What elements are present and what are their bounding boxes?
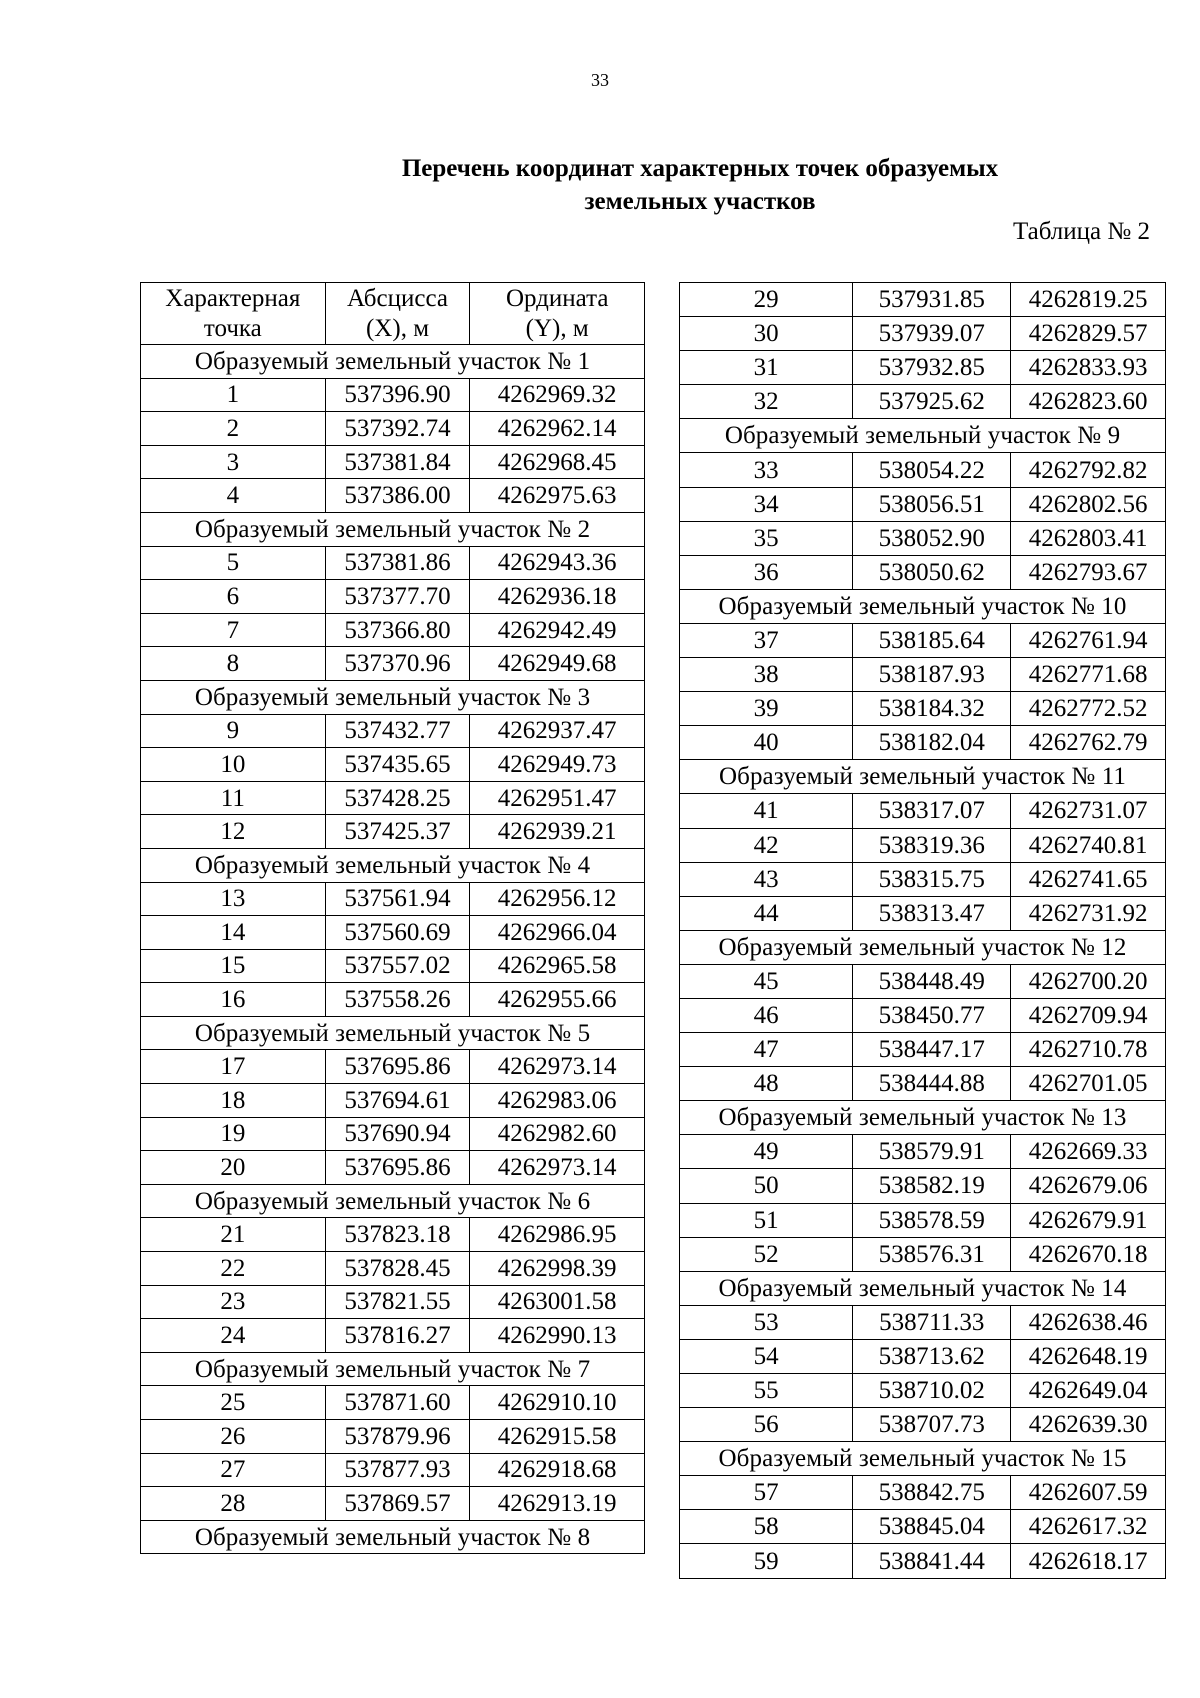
abscissa-cell: 537694.61	[325, 1084, 470, 1118]
ordinate-cell: 4262617.32	[1011, 1510, 1166, 1544]
ordinate-cell: 4262833.93	[1011, 351, 1166, 385]
section-row	[680, 760, 1166, 794]
abscissa-cell: 538317.07	[853, 794, 1011, 828]
table-row	[141, 613, 645, 647]
table-row	[141, 1218, 645, 1252]
ordinate-cell: 4263001.58	[470, 1285, 645, 1319]
ordinate-cell: 4262973.14	[470, 1050, 645, 1084]
section-title: Образуемый земельный участок № 4	[141, 848, 645, 882]
abscissa-cell: 537428.25	[325, 781, 470, 815]
ordinate-cell: 4262639.30	[1011, 1408, 1166, 1442]
point-cell: 48	[680, 1067, 853, 1101]
section-title: Образуемый земельный участок № 6	[141, 1184, 645, 1218]
table-row	[680, 283, 1166, 317]
abscissa-cell: 538185.64	[853, 623, 1011, 657]
abscissa-cell: 538578.59	[853, 1203, 1011, 1237]
table-row	[141, 1151, 645, 1185]
table-row	[141, 1453, 645, 1487]
ordinate-cell: 4262913.19	[470, 1487, 645, 1521]
section-row	[141, 512, 645, 546]
point-cell: 39	[680, 692, 853, 726]
ordinate-cell: 4262829.57	[1011, 317, 1166, 351]
point-cell: 51	[680, 1203, 853, 1237]
ordinate-cell: 4262741.65	[1011, 862, 1166, 896]
abscissa-cell: 537392.74	[325, 412, 470, 446]
section-row	[141, 1520, 645, 1554]
ordinate-cell: 4262700.20	[1011, 964, 1166, 998]
point-cell: 41	[680, 794, 853, 828]
table-row	[680, 623, 1166, 657]
table-row	[141, 1386, 645, 1420]
abscissa-cell: 538713.62	[853, 1339, 1011, 1373]
point-cell: 22	[141, 1252, 326, 1286]
header-ordinate-line-1: Ордината	[505, 284, 609, 312]
table-row	[680, 828, 1166, 862]
point-cell: 30	[680, 317, 853, 351]
abscissa-cell: 537821.55	[325, 1285, 470, 1319]
ordinate-cell: 4262669.33	[1011, 1135, 1166, 1169]
point-cell: 27	[141, 1453, 326, 1487]
header-abscissa-line-1: Абсцисса	[347, 284, 448, 312]
header-ordinate	[470, 283, 645, 345]
table-row	[680, 794, 1166, 828]
point-cell: 10	[141, 748, 326, 782]
section-row	[141, 680, 645, 714]
section-title: Образуемый земельный участок № 13	[680, 1101, 1166, 1135]
abscissa-cell: 538842.75	[853, 1476, 1011, 1510]
point-cell: 28	[141, 1487, 326, 1521]
table-row	[680, 1408, 1166, 1442]
coordinates-table-left	[140, 282, 645, 1554]
point-cell: 29	[680, 283, 853, 317]
abscissa-cell: 538187.93	[853, 658, 1011, 692]
section-title: Образуемый земельный участок № 5	[141, 1016, 645, 1050]
ordinate-cell: 4262710.78	[1011, 1033, 1166, 1067]
section-row	[680, 589, 1166, 623]
ordinate-cell: 4262949.73	[470, 748, 645, 782]
abscissa-cell: 538184.32	[853, 692, 1011, 726]
table-row	[141, 1117, 645, 1151]
table-row	[680, 998, 1166, 1032]
coordinates-table-right-body	[680, 283, 1166, 1579]
section-row	[141, 1352, 645, 1386]
abscissa-cell: 537435.65	[325, 748, 470, 782]
section-title: Образуемый земельный участок № 2	[141, 512, 645, 546]
table-row	[141, 949, 645, 983]
point-cell: 19	[141, 1117, 326, 1151]
table-row	[141, 1420, 645, 1454]
point-cell: 32	[680, 385, 853, 419]
abscissa-cell: 538319.36	[853, 828, 1011, 862]
ordinate-cell: 4262910.10	[470, 1386, 645, 1420]
point-cell: 26	[141, 1420, 326, 1454]
point-cell: 43	[680, 862, 853, 896]
abscissa-cell: 537879.96	[325, 1420, 470, 1454]
table-row	[680, 862, 1166, 896]
point-cell: 12	[141, 815, 326, 849]
abscissa-cell: 538841.44	[853, 1544, 1011, 1578]
table-header-row	[141, 283, 645, 345]
ordinate-cell: 4262762.79	[1011, 726, 1166, 760]
abscissa-cell: 538710.02	[853, 1374, 1011, 1408]
ordinate-cell: 4262942.49	[470, 613, 645, 647]
ordinate-cell: 4262802.56	[1011, 487, 1166, 521]
abscissa-cell: 537925.62	[853, 385, 1011, 419]
page-number: 33	[591, 70, 609, 90]
abscissa-cell: 538052.90	[853, 521, 1011, 555]
ordinate-cell: 4262962.14	[470, 412, 645, 446]
table-row	[141, 748, 645, 782]
abscissa-cell: 538711.33	[853, 1305, 1011, 1339]
title-line-1: Перечень координат характерных точек образуемых	[401, 155, 999, 182]
ordinate-cell: 4262638.46	[1011, 1305, 1166, 1339]
point-cell: 42	[680, 828, 853, 862]
abscissa-cell: 538182.04	[853, 726, 1011, 760]
ordinate-cell: 4262649.04	[1011, 1374, 1166, 1408]
ordinate-cell: 4262956.12	[470, 882, 645, 916]
table-row	[141, 983, 645, 1017]
abscissa-cell: 538315.75	[853, 862, 1011, 896]
table-row	[680, 1203, 1166, 1237]
table-row	[680, 1374, 1166, 1408]
ordinate-cell: 4262966.04	[470, 916, 645, 950]
table-row	[680, 658, 1166, 692]
ordinate-cell: 4262701.05	[1011, 1067, 1166, 1101]
table-row	[680, 1067, 1166, 1101]
point-cell: 37	[680, 623, 853, 657]
table-row	[141, 647, 645, 681]
ordinate-cell: 4262740.81	[1011, 828, 1166, 862]
title-line-2: земельных участков	[584, 188, 816, 215]
abscissa-cell: 537370.96	[325, 647, 470, 681]
section-row	[680, 419, 1166, 453]
point-cell: 53	[680, 1305, 853, 1339]
point-cell: 8	[141, 647, 326, 681]
ordinate-cell: 4262731.92	[1011, 896, 1166, 930]
point-cell: 3	[141, 445, 326, 479]
ordinate-cell: 4262939.21	[470, 815, 645, 849]
abscissa-cell: 537561.94	[325, 882, 470, 916]
ordinate-cell: 4262975.63	[470, 479, 645, 513]
abscissa-cell: 537366.80	[325, 613, 470, 647]
table-row	[141, 1285, 645, 1319]
abscissa-cell: 537381.86	[325, 546, 470, 580]
table-row	[680, 692, 1166, 726]
ordinate-cell: 4262918.68	[470, 1453, 645, 1487]
point-cell: 57	[680, 1476, 853, 1510]
section-row	[680, 1101, 1166, 1135]
table-row	[141, 714, 645, 748]
header-point-line-1: Характерная	[165, 284, 301, 312]
header-ordinate-line-2: (Y), м	[525, 314, 589, 342]
point-cell: 45	[680, 964, 853, 998]
ordinate-cell: 4262998.39	[470, 1252, 645, 1286]
point-cell: 16	[141, 983, 326, 1017]
point-cell: 35	[680, 521, 853, 555]
point-cell: 31	[680, 351, 853, 385]
section-row	[141, 345, 645, 379]
table-row	[680, 555, 1166, 589]
table-row	[680, 1135, 1166, 1169]
point-cell: 49	[680, 1135, 853, 1169]
table-row	[141, 815, 645, 849]
point-cell: 5	[141, 546, 326, 580]
table-row	[141, 1487, 645, 1521]
section-title: Образуемый земельный участок № 1	[141, 345, 645, 379]
ordinate-cell: 4262915.58	[470, 1420, 645, 1454]
ordinate-cell: 4262943.36	[470, 546, 645, 580]
point-cell: 17	[141, 1050, 326, 1084]
section-title: Образуемый земельный участок № 12	[680, 930, 1166, 964]
abscissa-cell: 537690.94	[325, 1117, 470, 1151]
point-cell: 23	[141, 1285, 326, 1319]
point-cell: 18	[141, 1084, 326, 1118]
table-row	[680, 964, 1166, 998]
section-row	[141, 848, 645, 882]
ordinate-cell: 4262949.68	[470, 647, 645, 681]
abscissa-cell: 538707.73	[853, 1408, 1011, 1442]
ordinate-cell: 4262648.19	[1011, 1339, 1166, 1373]
table-row	[141, 479, 645, 513]
abscissa-cell: 537560.69	[325, 916, 470, 950]
abscissa-cell: 537695.86	[325, 1050, 470, 1084]
abscissa-cell: 537871.60	[325, 1386, 470, 1420]
point-cell: 9	[141, 714, 326, 748]
point-cell: 33	[680, 453, 853, 487]
abscissa-cell: 537425.37	[325, 815, 470, 849]
abscissa-cell: 537932.85	[853, 351, 1011, 385]
point-cell: 24	[141, 1319, 326, 1353]
page-title	[355, 152, 1045, 218]
table-row	[680, 453, 1166, 487]
abscissa-cell: 537558.26	[325, 983, 470, 1017]
ordinate-cell: 4262990.13	[470, 1319, 645, 1353]
section-title: Образуемый земельный участок № 10	[680, 589, 1166, 623]
ordinate-cell: 4262819.25	[1011, 283, 1166, 317]
point-cell: 40	[680, 726, 853, 760]
header-abscissa	[325, 283, 470, 345]
table-label: Таблица № 2	[1012, 218, 1150, 245]
abscissa-cell: 537823.18	[325, 1218, 470, 1252]
table-row	[141, 378, 645, 412]
point-cell: 54	[680, 1339, 853, 1373]
point-cell: 52	[680, 1237, 853, 1271]
point-cell: 34	[680, 487, 853, 521]
abscissa-cell: 538444.88	[853, 1067, 1011, 1101]
abscissa-cell: 538050.62	[853, 555, 1011, 589]
point-cell: 15	[141, 949, 326, 983]
ordinate-cell: 4262982.60	[470, 1117, 645, 1151]
point-cell: 50	[680, 1169, 853, 1203]
abscissa-cell: 538056.51	[853, 487, 1011, 521]
point-cell: 59	[680, 1544, 853, 1578]
ordinate-cell: 4262771.68	[1011, 658, 1166, 692]
header-point-line-2: точка	[203, 314, 262, 342]
abscissa-cell: 538447.17	[853, 1033, 1011, 1067]
point-cell: 46	[680, 998, 853, 1032]
section-title: Образуемый земельный участок № 9	[680, 419, 1166, 453]
section-row	[680, 1271, 1166, 1305]
coordinates-table-left-body	[141, 283, 645, 1554]
point-cell: 14	[141, 916, 326, 950]
abscissa-cell: 538582.19	[853, 1169, 1011, 1203]
ordinate-cell: 4262679.06	[1011, 1169, 1166, 1203]
ordinate-cell: 4262709.94	[1011, 998, 1166, 1032]
abscissa-cell: 537931.85	[853, 283, 1011, 317]
ordinate-cell: 4262965.58	[470, 949, 645, 983]
point-cell: 44	[680, 896, 853, 930]
table-row	[141, 916, 645, 950]
abscissa-cell: 537939.07	[853, 317, 1011, 351]
point-cell: 25	[141, 1386, 326, 1420]
point-cell: 7	[141, 613, 326, 647]
abscissa-cell: 537432.77	[325, 714, 470, 748]
ordinate-cell: 4262968.45	[470, 445, 645, 479]
table-row	[680, 1339, 1166, 1373]
table-row	[680, 1476, 1166, 1510]
table-row	[141, 1319, 645, 1353]
ordinate-cell: 4262803.41	[1011, 521, 1166, 555]
table-row	[141, 445, 645, 479]
point-cell: 20	[141, 1151, 326, 1185]
abscissa-cell: 537869.57	[325, 1487, 470, 1521]
section-title: Образуемый земельный участок № 8	[141, 1520, 645, 1554]
point-cell: 11	[141, 781, 326, 815]
point-cell: 36	[680, 555, 853, 589]
ordinate-cell: 4262951.47	[470, 781, 645, 815]
point-cell: 21	[141, 1218, 326, 1252]
section-row	[680, 1442, 1166, 1476]
section-title: Образуемый земельный участок № 15	[680, 1442, 1166, 1476]
ordinate-cell: 4262986.95	[470, 1218, 645, 1252]
table-row	[680, 1237, 1166, 1271]
ordinate-cell: 4262679.91	[1011, 1203, 1166, 1237]
table-row	[141, 546, 645, 580]
abscissa-cell: 537828.45	[325, 1252, 470, 1286]
table-row	[680, 317, 1166, 351]
abscissa-cell: 538845.04	[853, 1510, 1011, 1544]
table-row	[141, 1050, 645, 1084]
abscissa-cell: 537386.00	[325, 479, 470, 513]
table-row	[680, 896, 1166, 930]
table-row	[680, 1544, 1166, 1578]
ordinate-cell: 4262670.18	[1011, 1237, 1166, 1271]
table-row	[141, 781, 645, 815]
point-cell: 2	[141, 412, 326, 446]
point-cell: 6	[141, 580, 326, 614]
point-cell: 4	[141, 479, 326, 513]
ordinate-cell: 4262618.17	[1011, 1544, 1166, 1578]
point-cell: 56	[680, 1408, 853, 1442]
abscissa-cell: 537557.02	[325, 949, 470, 983]
ordinate-cell: 4262792.82	[1011, 453, 1166, 487]
abscissa-cell: 537396.90	[325, 378, 470, 412]
abscissa-cell: 537381.84	[325, 445, 470, 479]
ordinate-cell: 4262607.59	[1011, 1476, 1166, 1510]
table-row	[680, 351, 1166, 385]
table-row	[141, 580, 645, 614]
section-title: Образуемый земельный участок № 14	[680, 1271, 1166, 1305]
section-row	[141, 1184, 645, 1218]
point-cell: 47	[680, 1033, 853, 1067]
point-cell: 13	[141, 882, 326, 916]
header-abscissa-line-2: (X), м	[365, 314, 430, 342]
section-row	[141, 1016, 645, 1050]
point-cell: 55	[680, 1374, 853, 1408]
ordinate-cell: 4262936.18	[470, 580, 645, 614]
point-cell: 58	[680, 1510, 853, 1544]
ordinate-cell: 4262823.60	[1011, 385, 1166, 419]
ordinate-cell: 4262969.32	[470, 378, 645, 412]
ordinate-cell: 4262772.52	[1011, 692, 1166, 726]
abscissa-cell: 538313.47	[853, 896, 1011, 930]
table-row	[141, 1252, 645, 1286]
abscissa-cell: 537877.93	[325, 1453, 470, 1487]
abscissa-cell: 538576.31	[853, 1237, 1011, 1271]
abscissa-cell: 537377.70	[325, 580, 470, 614]
abscissa-cell: 537816.27	[325, 1319, 470, 1353]
section-title: Образуемый земельный участок № 3	[141, 680, 645, 714]
table-row	[680, 521, 1166, 555]
section-title: Образуемый земельный участок № 11	[680, 760, 1166, 794]
abscissa-cell: 537695.86	[325, 1151, 470, 1185]
section-row	[680, 930, 1166, 964]
section-title: Образуемый земельный участок № 7	[141, 1352, 645, 1386]
table-row	[680, 1033, 1166, 1067]
header-point	[141, 283, 326, 345]
table-row	[680, 726, 1166, 760]
ordinate-cell: 4262793.67	[1011, 555, 1166, 589]
ordinate-cell: 4262983.06	[470, 1084, 645, 1118]
ordinate-cell: 4262731.07	[1011, 794, 1166, 828]
table-row	[141, 882, 645, 916]
table-row	[680, 1305, 1166, 1339]
abscissa-cell: 538450.77	[853, 998, 1011, 1032]
point-cell: 38	[680, 658, 853, 692]
table-row	[680, 1169, 1166, 1203]
coordinates-table-right	[679, 282, 1166, 1579]
table-row	[141, 1084, 645, 1118]
ordinate-cell: 4262937.47	[470, 714, 645, 748]
ordinate-cell: 4262973.14	[470, 1151, 645, 1185]
ordinate-cell: 4262955.66	[470, 983, 645, 1017]
ordinate-cell: 4262761.94	[1011, 623, 1166, 657]
table-row	[680, 1510, 1166, 1544]
table-row	[680, 385, 1166, 419]
abscissa-cell: 538054.22	[853, 453, 1011, 487]
table-row	[141, 412, 645, 446]
abscissa-cell: 538448.49	[853, 964, 1011, 998]
table-row	[680, 487, 1166, 521]
point-cell: 1	[141, 378, 326, 412]
abscissa-cell: 538579.91	[853, 1135, 1011, 1169]
